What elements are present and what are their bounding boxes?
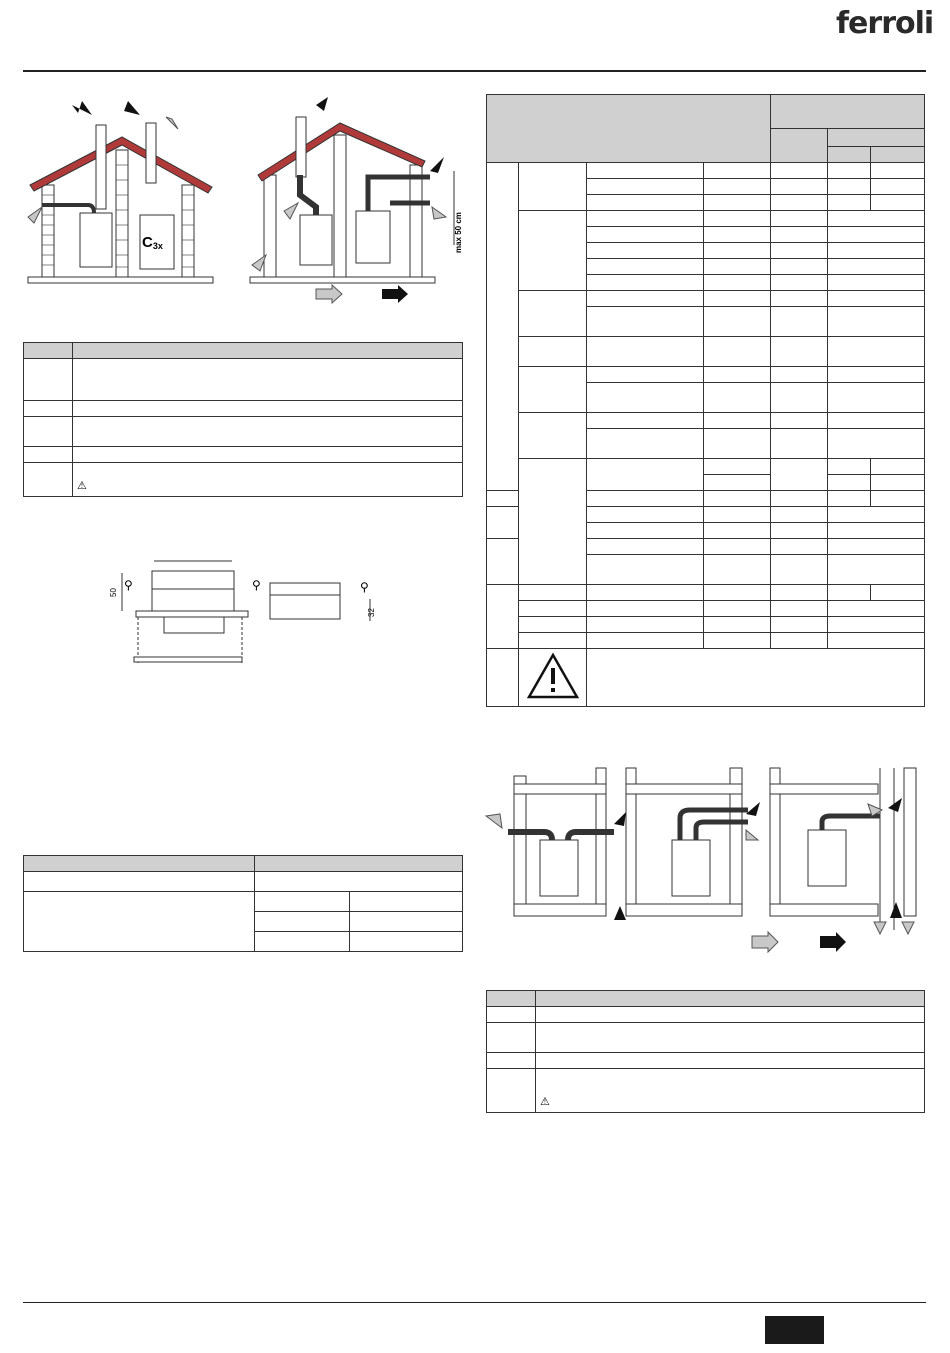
figure-c3x-houses (28, 95, 218, 290)
footer-rule (23, 1302, 926, 1303)
arrow-dark-icon (746, 802, 760, 816)
arrow-dark-icon (316, 97, 328, 111)
arrow-light-icon (316, 285, 342, 303)
arrow-dark-icon (614, 812, 626, 826)
figure-max-50-houses (250, 95, 465, 305)
arrow-dark-icon (614, 906, 626, 920)
arrow-light-icon (28, 207, 42, 223)
dim-50-label: 50 (109, 588, 118, 597)
arrow-light-icon (746, 830, 758, 840)
arrow-dark-icon (888, 798, 902, 812)
arrow-dark-icon (430, 157, 444, 173)
arrow-light-icon (486, 814, 502, 828)
arrow-light-icon (166, 117, 178, 129)
right-spec-table (486, 94, 925, 707)
arrow-light-icon (284, 203, 298, 219)
arrow-light-icon (432, 207, 446, 219)
arrow-dark-icon (124, 101, 140, 115)
arrow-dark-icon (72, 101, 92, 115)
arrow-light-icon (874, 922, 886, 934)
figure-shaft-installations (484, 762, 924, 962)
arrow-dark-icon (890, 902, 902, 918)
right-table-bottom (486, 990, 925, 1113)
screw-icon: ⚲ (252, 578, 261, 592)
boiler-left (80, 213, 112, 267)
ferroli-logo: ferroli (836, 6, 934, 41)
arrow-light-icon (902, 922, 914, 934)
c3x-label: C3x (142, 234, 163, 251)
screw-icon: ⚲ (124, 578, 133, 592)
warning-icon: ⚠ (77, 480, 87, 492)
figure-flange-dims (108, 555, 383, 670)
header-rule (23, 70, 926, 72)
arrow-dark-icon (820, 932, 846, 952)
arrow-light-icon (752, 932, 778, 952)
screw-icon: ⚲ (360, 580, 369, 594)
arrow-dark-icon (382, 285, 408, 303)
language-tab (765, 1316, 824, 1344)
warning-icon: ⚠ (540, 1096, 550, 1108)
left-table-2 (23, 855, 463, 952)
brick-walls (28, 150, 213, 283)
max-50cm-label: max 50 cm (454, 212, 463, 253)
warning-triangle-icon (526, 652, 580, 700)
left-table-1 (23, 342, 463, 497)
dim-32-label: 32 (367, 608, 376, 617)
